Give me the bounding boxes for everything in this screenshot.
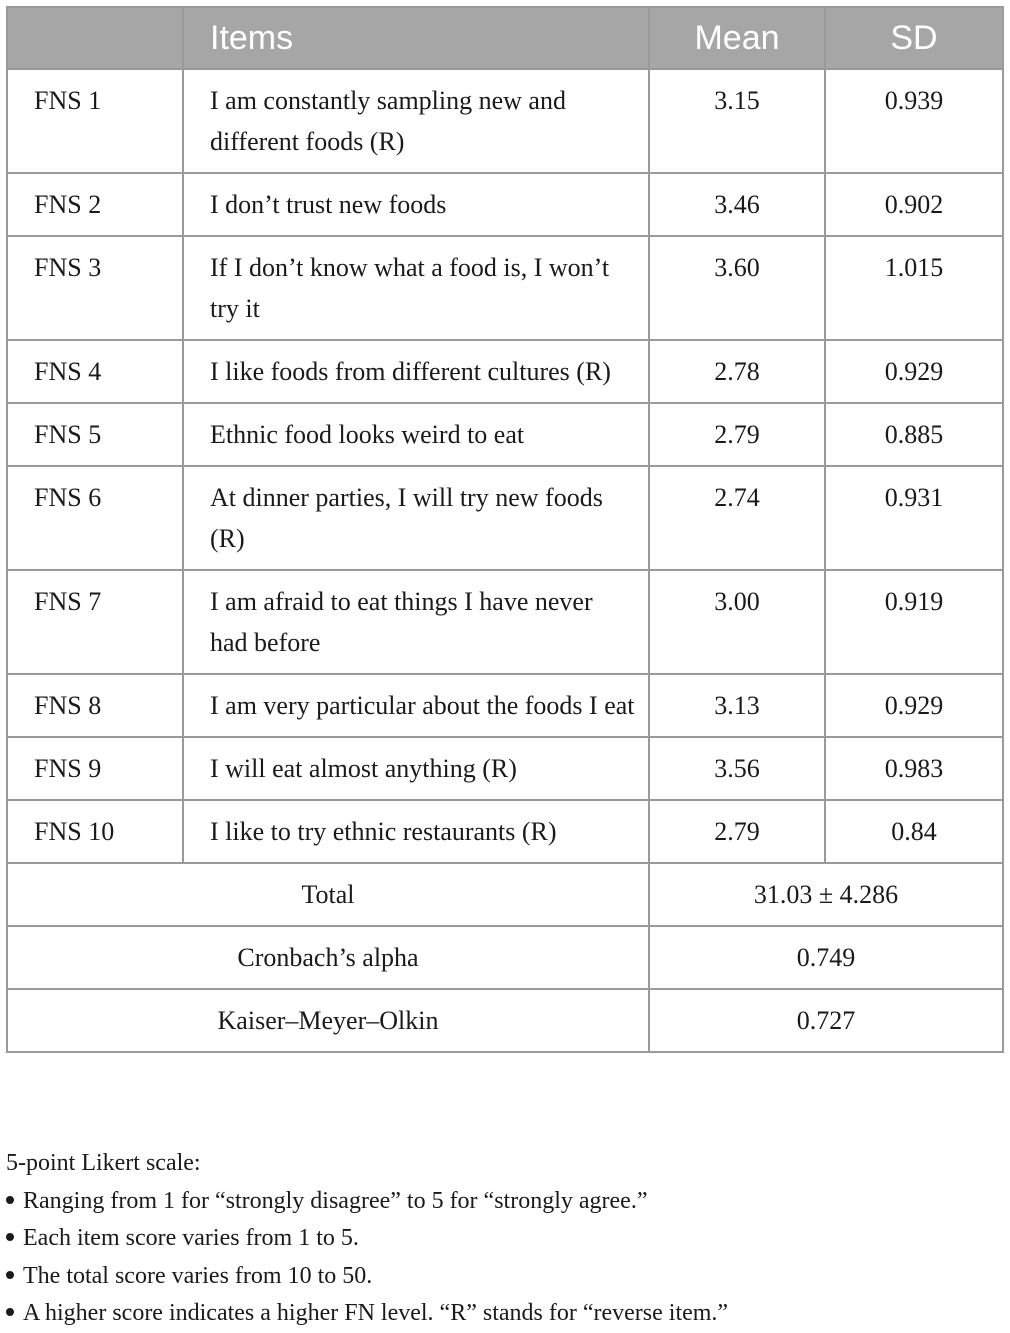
row-sd: 0.919 — [825, 570, 1003, 674]
row-item: I like foods from different cultures (R) — [183, 340, 649, 403]
note-bullet — [6, 1295, 728, 1333]
note-text: Each item score varies from 1 to 5. — [23, 1225, 359, 1251]
row-mean: 3.60 — [649, 236, 825, 340]
table-row — [7, 737, 1003, 800]
row-mean: 3.13 — [649, 674, 825, 737]
row-item: I will eat almost anything (R) — [183, 737, 649, 800]
row-sd: 0.885 — [825, 403, 1003, 466]
header-items: Items — [183, 7, 649, 69]
summary-label: Total — [7, 863, 649, 926]
row-item: I am very particular about the foods I eat — [183, 674, 649, 737]
row-id: FNS 4 — [7, 340, 183, 403]
bullet-icon — [6, 1271, 14, 1279]
table-row — [7, 340, 1003, 403]
row-mean: 2.78 — [649, 340, 825, 403]
row-sd: 0.929 — [825, 674, 1003, 737]
summary-row-kmo — [7, 989, 1003, 1052]
row-id: FNS 1 — [7, 69, 183, 173]
bullet-icon — [6, 1308, 14, 1316]
table-notes — [6, 1145, 728, 1333]
summary-label: Kaiser–Meyer–Olkin — [7, 989, 649, 1052]
summary-value: 0.749 — [649, 926, 1003, 989]
header-sd: SD — [825, 7, 1003, 69]
row-mean: 3.46 — [649, 173, 825, 236]
table-row — [7, 403, 1003, 466]
row-mean: 3.15 — [649, 69, 825, 173]
row-id: FNS 5 — [7, 403, 183, 466]
fns-table-container — [6, 6, 1002, 1053]
note-text: Ranging from 1 for “strongly disagree” to 5 for “strongly agree.” — [23, 1187, 648, 1214]
header-mean: Mean — [649, 7, 825, 69]
table-row — [7, 236, 1003, 340]
row-item: If I don’t know what a food is, I won’t try it — [183, 236, 649, 340]
bullet-icon — [6, 1196, 14, 1204]
row-item: At dinner parties, I will try new foods (R) — [183, 466, 649, 570]
row-id: FNS 7 — [7, 570, 183, 674]
row-sd: 0.983 — [825, 737, 1003, 800]
notes-heading: 5-point Likert scale: — [6, 1150, 201, 1176]
fns-table — [6, 6, 1004, 1053]
row-item: I am constantly sampling new and different foods (R) — [183, 69, 649, 173]
table-row — [7, 800, 1003, 863]
table-row — [7, 466, 1003, 570]
row-item: Ethnic food looks weird to eat — [183, 403, 649, 466]
summary-label: Cronbach’s alpha — [7, 926, 649, 989]
row-id: FNS 3 — [7, 236, 183, 340]
row-mean: 2.79 — [649, 800, 825, 863]
row-id: FNS 8 — [7, 674, 183, 737]
row-mean: 3.00 — [649, 570, 825, 674]
row-sd: 1.015 — [825, 236, 1003, 340]
bullet-icon — [6, 1233, 14, 1241]
row-item: I am afraid to eat things I have never had before — [183, 570, 649, 674]
row-sd: 0.84 — [825, 800, 1003, 863]
note-bullet — [6, 1220, 728, 1258]
summary-value: 0.727 — [649, 989, 1003, 1052]
row-id: FNS 6 — [7, 466, 183, 570]
row-item: I don’t trust new foods — [183, 173, 649, 236]
row-id: FNS 2 — [7, 173, 183, 236]
summary-row-total — [7, 863, 1003, 926]
row-id: FNS 9 — [7, 737, 183, 800]
note-bullet — [6, 1183, 728, 1221]
header-id — [7, 7, 183, 69]
row-sd: 0.939 — [825, 69, 1003, 173]
row-mean: 2.74 — [649, 466, 825, 570]
table-row — [7, 173, 1003, 236]
row-item: I like to try ethnic restaurants (R) — [183, 800, 649, 863]
summary-value: 31.03 ± 4.286 — [649, 863, 1003, 926]
table-row — [7, 69, 1003, 173]
table-row — [7, 570, 1003, 674]
row-sd: 0.931 — [825, 466, 1003, 570]
table-header-row — [7, 7, 1003, 69]
summary-row-cronbach — [7, 926, 1003, 989]
row-mean: 2.79 — [649, 403, 825, 466]
note-bullet — [6, 1258, 728, 1296]
row-sd: 0.902 — [825, 173, 1003, 236]
row-mean: 3.56 — [649, 737, 825, 800]
note-text: The total score varies from 10 to 50. — [23, 1262, 373, 1289]
row-id: FNS 10 — [7, 800, 183, 863]
note-text: A higher score indicates a higher FN level. “R” stands for “reverse item.” — [23, 1300, 729, 1326]
row-sd: 0.929 — [825, 340, 1003, 403]
table-row — [7, 674, 1003, 737]
